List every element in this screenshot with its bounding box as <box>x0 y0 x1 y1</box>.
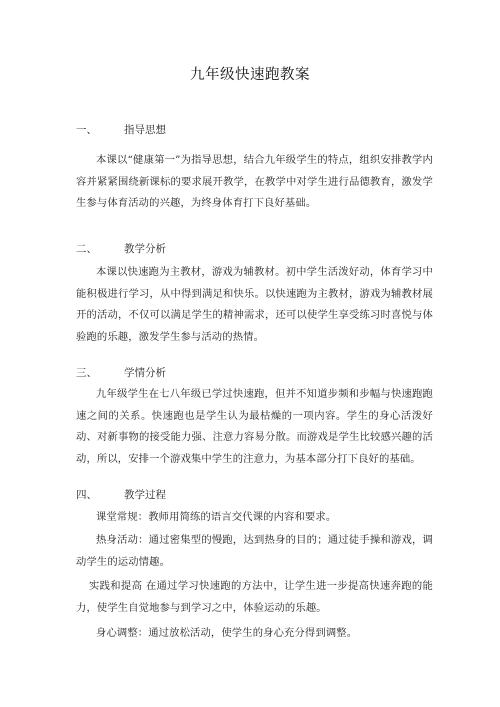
section-heading-guiding-ideology <box>76 122 166 137</box>
document-title: 九年级快速跑教案 <box>190 67 310 83</box>
section-number: 二、 <box>76 243 97 255</box>
section-heading-text: 教学过程 <box>124 489 166 501</box>
paragraph: 本课以快速跑为主教材，游戏为辅教材。初中学生活泼好动，体育学习中能积极进行学习，从中得到满足和快乐。以快速跑为主教材，游戏为辅教材展开的活动，不仅可以满足学生的精神需求，还可以使学生享受练习时喜悦与体验跑的乐趣，激发学生参与活动的热情。 <box>76 266 433 343</box>
section-number: 三、 <box>76 367 97 379</box>
paragraph: 身心调整：通过放松活动，使学生的身心充分得到调整。 <box>96 627 358 639</box>
section-heading-text: 学情分析 <box>124 367 166 379</box>
paragraph: 热身活动：通过密集型的慢跑，达到热身的目的；通过徒手操和游戏，调动学生的运动情趣。 <box>76 534 433 568</box>
section-number: 四、 <box>76 489 97 501</box>
paragraph: 本课以“健康第一”为指导思想，结合九年级学生的特点，组织安排教学内容并紧紧围绕新课标的要求展开教学，在教学中对学生进行品德教育，激发学生参与体育活动的兴趣，为终身体育打下良好基础。 <box>76 154 433 209</box>
paragraph: 实践和提高 在通过学习快速跑的方法中，让学生进一步提高快速奔跑的能力，使学生自觉地参与到学习之中，体验运动的乐趣。 <box>76 580 433 614</box>
section-number: 一、 <box>76 124 97 136</box>
section-heading-student-analysis <box>76 365 166 380</box>
section-heading-teaching-process <box>76 487 166 502</box>
paragraph: 九年级学生在七八年级已学过快速跑，但并不知道步频和步幅与快速跑跑速之间的关系。快速跑也是学生认为最枯燥的一项内容。学生的身心活泼好动、对新事物的接受能力强、注意力容易分散。而游戏是学生比较感兴趣的活动，所以，安排一个游戏集中学生的注意力，为基本部分打下良好的基础。 <box>76 388 433 465</box>
section-heading-text: 教学分析 <box>124 243 166 255</box>
section-heading-teaching-analysis <box>76 241 166 256</box>
paragraph: 课堂常规：教师用简练的语言交代课的内容和要求。 <box>96 511 337 523</box>
section-heading-text: 指导思想 <box>124 124 166 136</box>
